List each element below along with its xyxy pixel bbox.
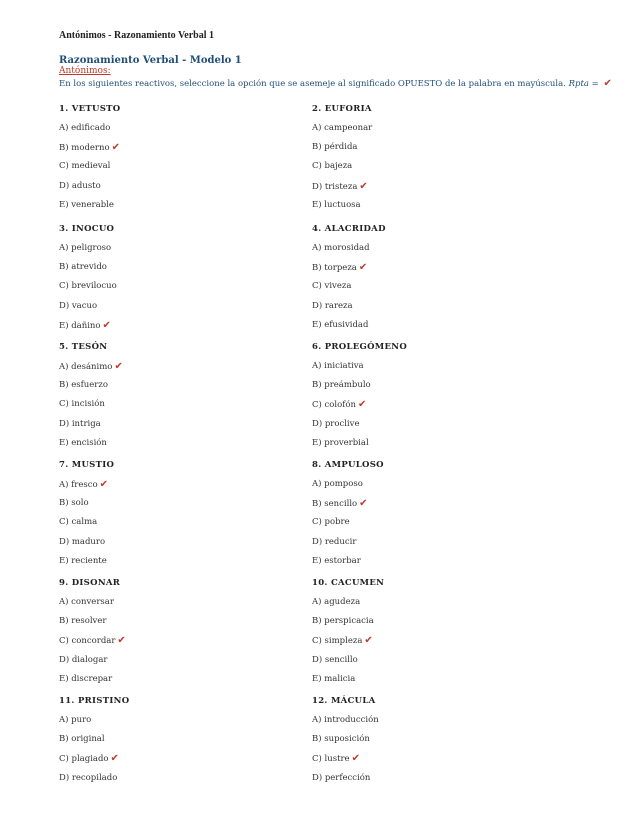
question-title: 7. MUSTIO bbox=[59, 460, 115, 470]
answer-option bbox=[312, 123, 562, 142]
answer-option bbox=[312, 616, 562, 635]
check-icon: ✔ bbox=[357, 399, 367, 411]
answer-option bbox=[312, 243, 562, 262]
option-text: E) reciente bbox=[59, 555, 107, 566]
answer-option bbox=[59, 161, 309, 180]
answer-option bbox=[312, 438, 562, 457]
answer-option bbox=[59, 361, 309, 380]
option-text: D) vacuo bbox=[59, 300, 98, 311]
question-block bbox=[312, 578, 562, 693]
answer-option bbox=[312, 715, 562, 734]
option-text: D) proclive bbox=[312, 418, 360, 429]
answer-option bbox=[312, 655, 562, 674]
check-icon: ✔ bbox=[358, 262, 368, 274]
answer-option bbox=[59, 517, 309, 536]
option-text: D) maduro bbox=[59, 536, 106, 547]
check-icon: ✔ bbox=[603, 78, 612, 89]
question-title: 4. ALACRIDAD bbox=[312, 224, 386, 234]
option-text: C) viveza bbox=[312, 281, 352, 292]
option-text: A) iniciativa bbox=[312, 361, 364, 371]
question-block bbox=[59, 460, 309, 575]
answer-option bbox=[59, 715, 309, 734]
answer-option bbox=[59, 655, 309, 674]
check-icon: ✔ bbox=[111, 142, 120, 154]
answer-option bbox=[312, 635, 562, 654]
question-title: 10. CACUMEN bbox=[312, 578, 385, 588]
option-text: E) dañino bbox=[59, 320, 101, 331]
option-text: C) calma bbox=[59, 517, 98, 528]
check-icon: ✔ bbox=[117, 635, 126, 647]
answer-option bbox=[59, 556, 309, 575]
question-title: 6. PROLEGÓMENO bbox=[312, 342, 408, 352]
question-block bbox=[59, 578, 309, 693]
rpta-label: Rpta = bbox=[568, 79, 599, 89]
answer-option bbox=[59, 438, 309, 457]
option-text: E) malicia bbox=[312, 673, 356, 684]
option-text: D) reducir bbox=[312, 536, 357, 547]
answer-option bbox=[59, 243, 309, 262]
option-text: A) edificado bbox=[59, 123, 111, 133]
answer-option bbox=[59, 301, 309, 320]
answer-option bbox=[312, 674, 562, 693]
option-text: C) concordar bbox=[59, 636, 116, 647]
question-title: 5. TESÓN bbox=[59, 342, 108, 352]
option-text: C) lustre bbox=[312, 754, 350, 765]
check-icon: ✔ bbox=[364, 635, 373, 647]
option-text: D) recopilado bbox=[59, 772, 118, 783]
answer-option bbox=[312, 161, 562, 180]
answer-option bbox=[59, 123, 309, 142]
answer-option bbox=[312, 380, 562, 399]
question-block bbox=[312, 696, 562, 792]
check-icon: ✔ bbox=[359, 498, 368, 510]
option-text: E) efusividad bbox=[312, 319, 369, 330]
check-icon: ✔ bbox=[114, 361, 123, 372]
option-text: E) proverbial bbox=[312, 437, 369, 448]
answer-option bbox=[59, 320, 309, 339]
option-text: D) intriga bbox=[59, 418, 101, 429]
answer-option bbox=[312, 361, 562, 380]
option-text: D) tristeza bbox=[312, 181, 358, 192]
answer-option bbox=[59, 753, 309, 772]
answer-option bbox=[59, 281, 309, 300]
check-icon: ✔ bbox=[351, 753, 360, 765]
check-icon: ✔ bbox=[359, 180, 368, 192]
question-title: 12. MÁCULA bbox=[312, 696, 376, 706]
option-text: D) sencillo bbox=[312, 654, 358, 665]
option-text: D) perfección bbox=[312, 772, 371, 783]
option-text: A) introducción bbox=[312, 715, 379, 725]
option-text: C) pobre bbox=[312, 517, 350, 528]
question-title: 2. EUFORIA bbox=[312, 104, 372, 114]
option-text: B) torpeza bbox=[312, 263, 357, 274]
check-icon: ✔ bbox=[102, 319, 111, 331]
option-text: A) agudeza bbox=[312, 597, 361, 607]
question-block bbox=[59, 696, 309, 792]
option-text: E) venerable bbox=[59, 199, 114, 210]
question-block bbox=[59, 342, 309, 457]
option-text: C) brevilocuo bbox=[59, 281, 117, 292]
instructions-text: En los siguientes reactivos, seleccione la opción que se asemeje al significado OPUESTO de la palabra en mayúscula. bbox=[59, 79, 566, 89]
option-text: C) simpleza bbox=[312, 636, 363, 647]
answer-option bbox=[312, 734, 562, 753]
option-text: A) fresco bbox=[59, 480, 98, 490]
answer-option bbox=[59, 537, 309, 556]
answer-option bbox=[312, 537, 562, 556]
answer-option bbox=[312, 479, 562, 498]
option-text: D) dialogar bbox=[59, 654, 108, 665]
question-block bbox=[312, 224, 562, 339]
document-title: Antónimos - Razonamiento Verbal 1 bbox=[59, 30, 215, 41]
answer-option bbox=[59, 773, 309, 792]
answer-option bbox=[59, 479, 309, 498]
question-title: 3. INOCUO bbox=[59, 224, 115, 234]
section-label: Antónimos: bbox=[59, 66, 111, 76]
answer-option bbox=[59, 200, 309, 219]
answer-option bbox=[59, 262, 309, 281]
question-title: 9. DISONAR bbox=[59, 578, 121, 588]
question-title: 8. AMPULOSO bbox=[312, 460, 384, 470]
instructions bbox=[59, 78, 619, 89]
answer-option bbox=[312, 399, 562, 418]
option-text: D) rareza bbox=[312, 300, 353, 311]
option-text: C) colofón bbox=[312, 400, 356, 411]
answer-option bbox=[312, 773, 562, 792]
option-text: A) conversar bbox=[59, 597, 114, 607]
option-text: B) preámbulo bbox=[312, 380, 371, 391]
answer-option bbox=[59, 181, 309, 200]
answer-option bbox=[59, 674, 309, 693]
option-text: B) suposición bbox=[312, 734, 370, 745]
question-block bbox=[59, 104, 309, 219]
option-text: E) discrepar bbox=[59, 673, 113, 684]
answer-option bbox=[59, 616, 309, 635]
option-text: A) pomposo bbox=[312, 479, 363, 489]
option-text: B) atrevido bbox=[59, 262, 107, 273]
answer-option bbox=[312, 517, 562, 536]
option-text: C) bajeza bbox=[312, 161, 353, 172]
answer-option bbox=[312, 200, 562, 219]
option-text: B) original bbox=[59, 734, 105, 745]
answer-option bbox=[312, 262, 562, 281]
option-text: A) puro bbox=[59, 715, 92, 725]
option-text: B) resolver bbox=[59, 616, 107, 627]
option-text: B) sencillo bbox=[312, 499, 358, 510]
option-text: B) pérdida bbox=[312, 142, 358, 153]
option-text: A) morosidad bbox=[312, 243, 370, 253]
answer-option bbox=[59, 399, 309, 418]
option-text: B) solo bbox=[59, 498, 89, 509]
question-block bbox=[312, 104, 562, 219]
option-text: A) peligroso bbox=[59, 243, 112, 253]
option-text: E) encisión bbox=[59, 437, 107, 448]
check-icon: ✔ bbox=[110, 753, 119, 765]
answer-option bbox=[312, 753, 562, 772]
answer-option bbox=[59, 498, 309, 517]
option-text: E) estorbar bbox=[312, 555, 361, 566]
option-text: E) luctuosa bbox=[312, 199, 361, 210]
question-title: 11. PRISTINO bbox=[59, 696, 130, 706]
answer-option bbox=[59, 380, 309, 399]
answer-option bbox=[59, 597, 309, 616]
question-block bbox=[59, 224, 309, 339]
model-title: Razonamiento Verbal - Modelo 1 bbox=[59, 55, 242, 66]
answer-option bbox=[312, 556, 562, 575]
answer-option bbox=[312, 181, 562, 200]
answer-option bbox=[59, 635, 309, 654]
option-text: C) plagiado bbox=[59, 754, 109, 765]
question-title: 1. VETUSTO bbox=[59, 104, 121, 114]
option-text: D) adusto bbox=[59, 180, 101, 191]
answer-option bbox=[59, 142, 309, 161]
option-text: C) medieval bbox=[59, 161, 111, 172]
option-text: B) perspicacia bbox=[312, 616, 374, 627]
answer-option bbox=[312, 301, 562, 320]
answer-option bbox=[59, 419, 309, 438]
option-text: B) moderno bbox=[59, 143, 110, 154]
check-icon: ✔ bbox=[99, 479, 109, 490]
question-block bbox=[312, 460, 562, 575]
option-text: A) desánimo bbox=[59, 362, 113, 372]
answer-option bbox=[312, 281, 562, 300]
answer-option bbox=[312, 597, 562, 616]
answer-option bbox=[312, 142, 562, 161]
answer-option bbox=[312, 419, 562, 438]
option-text: C) incisión bbox=[59, 399, 105, 410]
question-block bbox=[312, 342, 562, 457]
answer-option bbox=[59, 734, 309, 753]
answer-option bbox=[312, 320, 562, 339]
option-text: B) esfuerzo bbox=[59, 380, 108, 391]
answer-option bbox=[312, 498, 562, 517]
option-text: A) campeonar bbox=[312, 123, 373, 133]
